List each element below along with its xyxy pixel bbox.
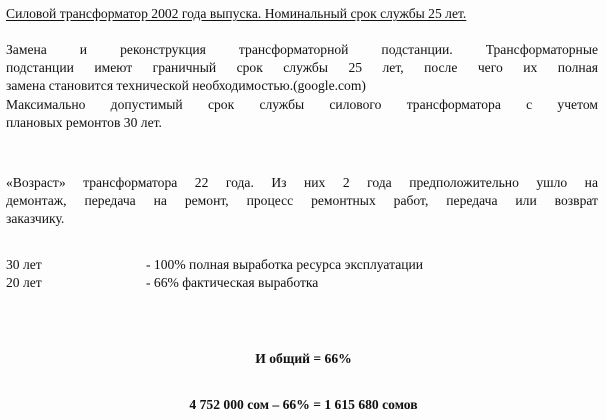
paragraph-3-line-3: заказчику. (6, 211, 65, 226)
paragraph-3-line-2: демонтаж, передача на ремонт, процесс ремонтных работ, передача или возврат (6, 193, 598, 208)
paragraph-1-line-1: Замена и реконструкция трансформаторной подстанции. Трансформаторные (6, 42, 598, 57)
table-row-1-description: - 100% полная выработка ресурса эксплуатации (146, 257, 424, 272)
table-row-1-years: 30 лет (6, 257, 42, 272)
paragraph-3-line-1: «Возраст» трансформатора 22 года. Из них 2 года предположительно ушло на (6, 175, 598, 190)
paragraph-1-line-2: подстанции имеют граничный срок службы 25 лет, после чего их полная (6, 60, 598, 75)
paragraph-2-line-1: Максимально допустимый срок службы силового трансформатора с учетом (6, 97, 598, 112)
summary-calculation: 4 752 000 сом – 66% = 1 615 680 сомов (189, 397, 418, 412)
summary-total: И общий = 66% (255, 351, 352, 366)
paragraph-1-line-3: замена становится технической необходимостью.(google.com) (6, 78, 366, 93)
document-title: Силовой трансформатор 2002 года выпуска. Номинальный срок службы 25 лет. (6, 6, 467, 21)
table-row-2-years: 20 лет (6, 275, 42, 290)
table-row-2-description: - 66% фактическая выработка (146, 275, 319, 290)
paragraph-2-line-2: плановых ремонтов 30 лет. (6, 115, 162, 130)
